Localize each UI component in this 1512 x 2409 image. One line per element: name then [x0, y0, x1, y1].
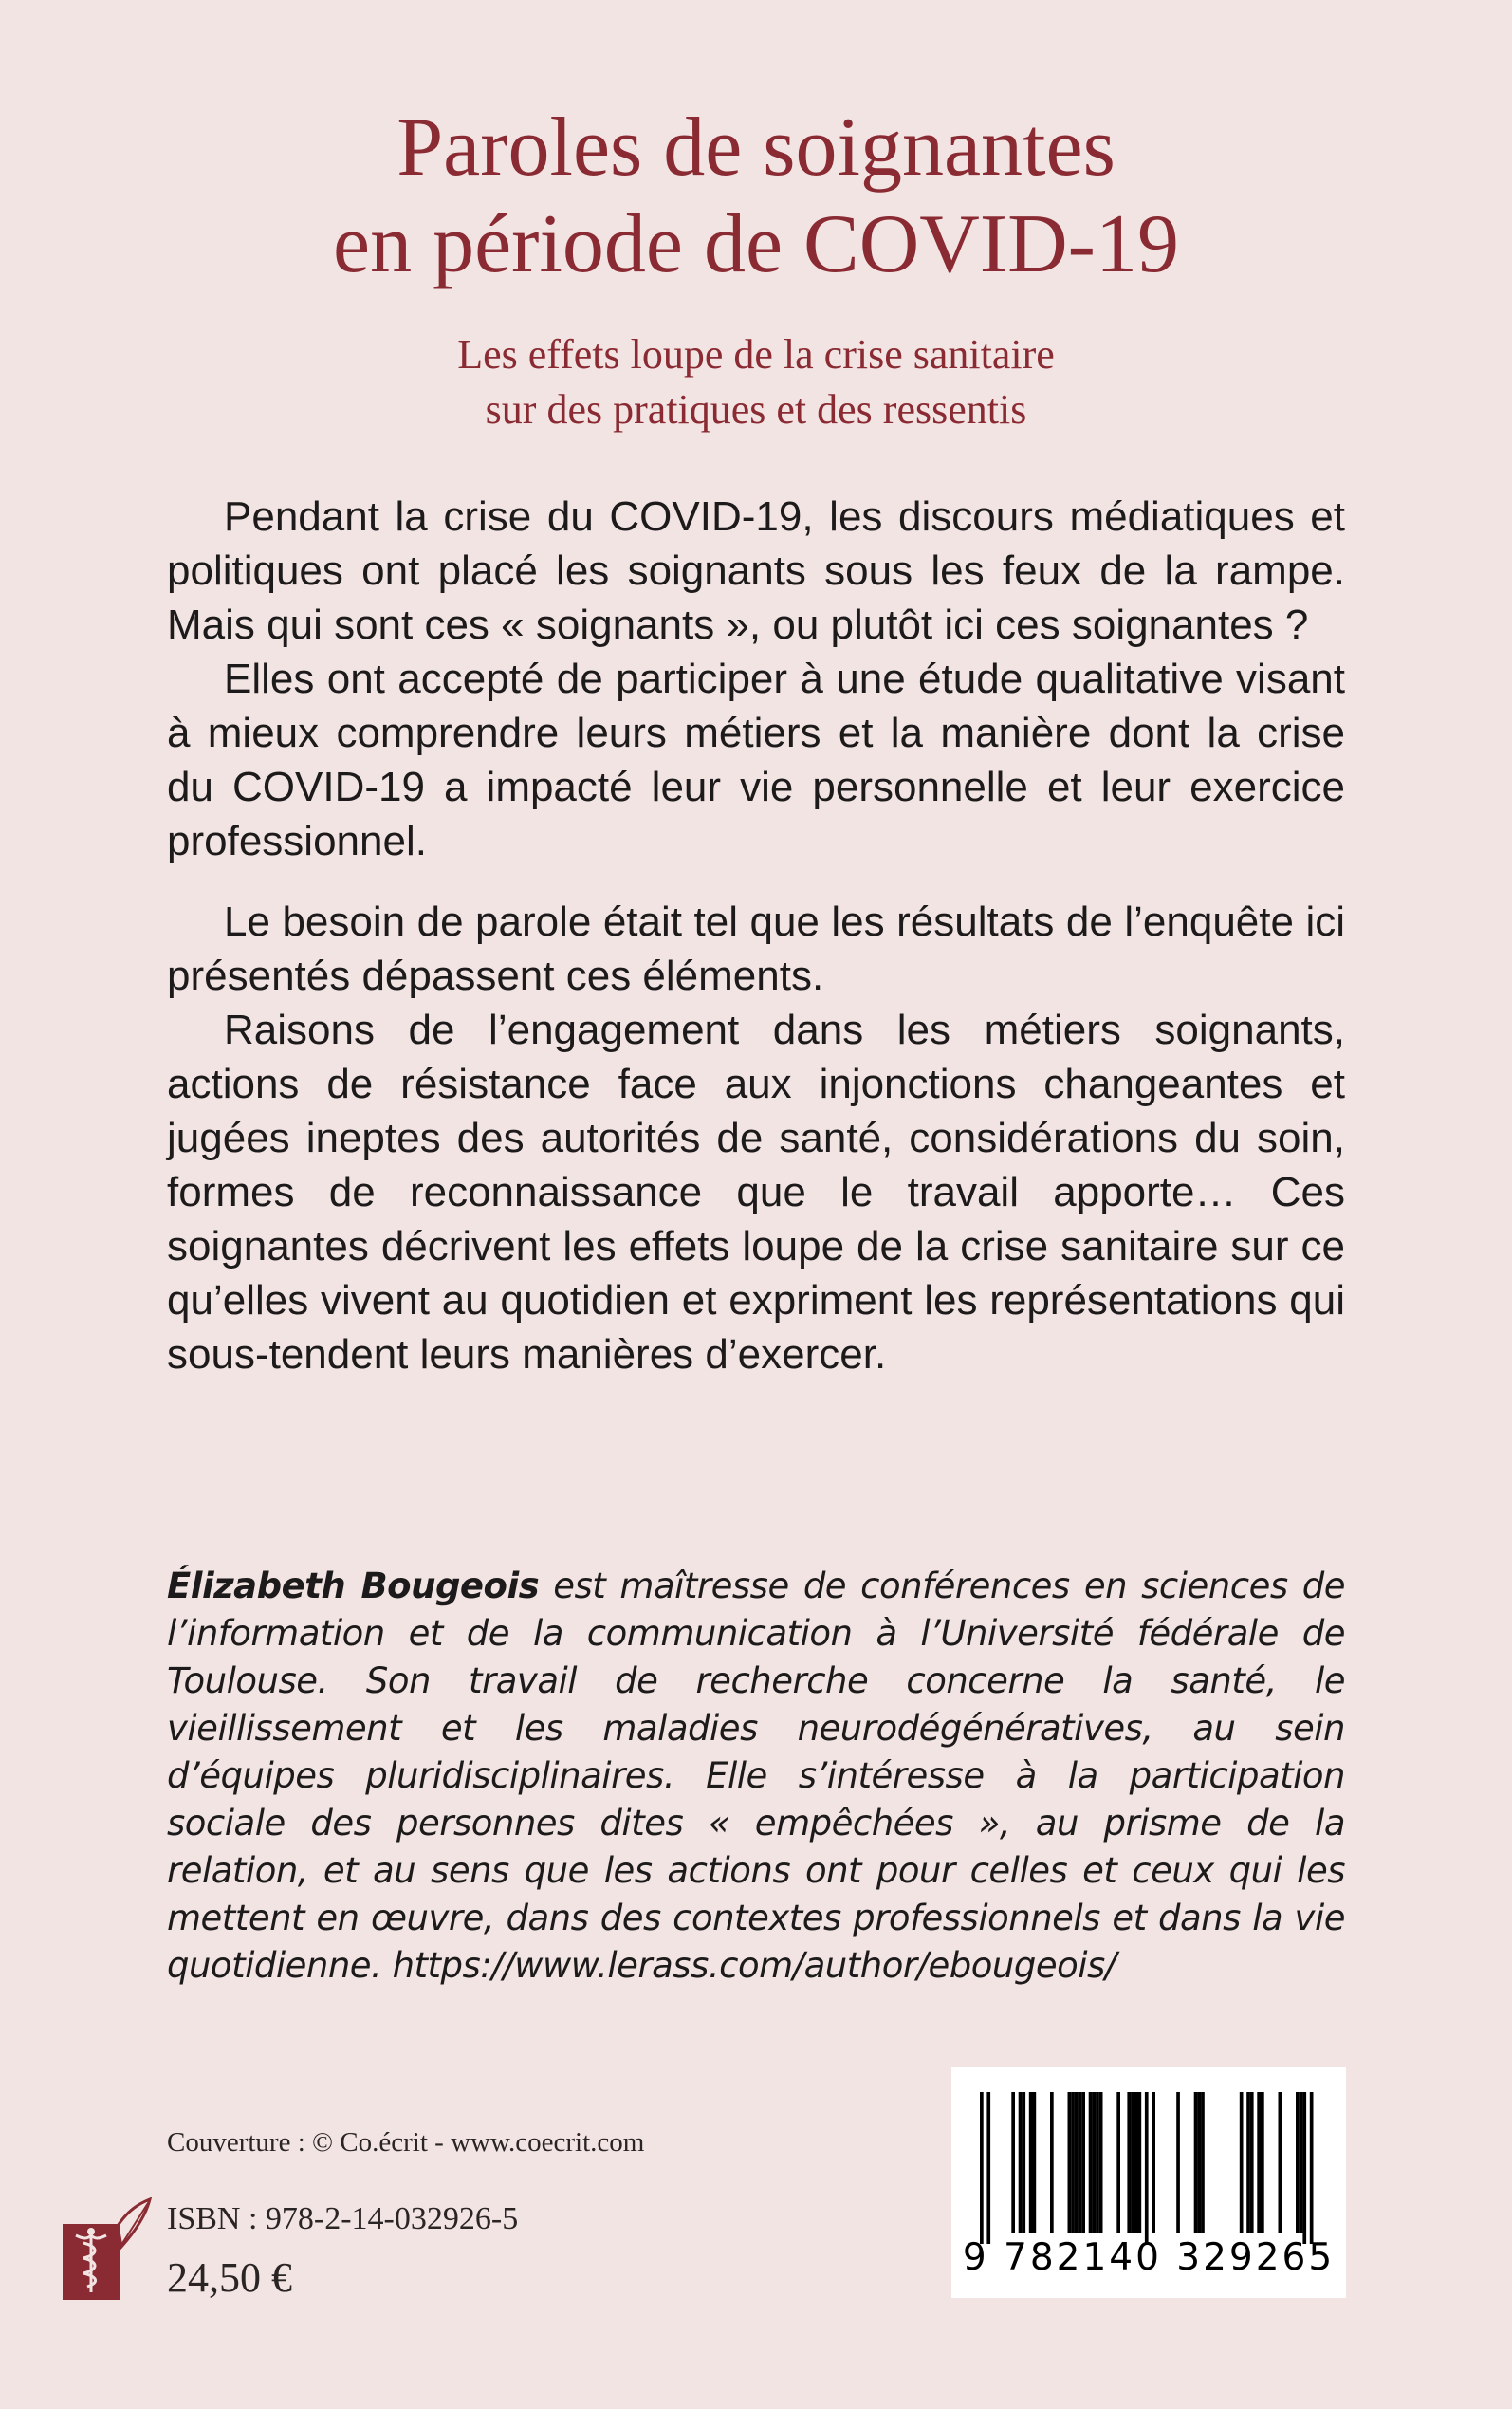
price: 24,50 € — [167, 2254, 292, 2301]
barcode-bar — [1300, 2092, 1303, 2233]
book-subtitle — [0, 327, 1512, 437]
barcode-bar — [1019, 2092, 1023, 2233]
barcode-bar — [1079, 2092, 1082, 2233]
barcode-bar — [1131, 2092, 1134, 2233]
barcode-bar — [1302, 2092, 1306, 2244]
barcode-bar — [986, 2092, 990, 2244]
title-line-2: en période de COVID-19 — [333, 198, 1179, 290]
barcode-bar — [1092, 2092, 1096, 2233]
cover-credit: Couverture : © Co.écrit - www.coecrit.com — [167, 2127, 645, 2158]
barcode-bar — [1134, 2092, 1138, 2233]
barcode-bar — [1246, 2092, 1250, 2233]
subtitle-line-1: Les effets loupe de la crise sanitaire — [457, 331, 1055, 378]
barcode-bar — [1011, 2092, 1015, 2233]
barcode-bar — [1176, 2092, 1180, 2233]
barcode-bar — [1310, 2092, 1314, 2244]
barcode-bar — [1029, 2092, 1033, 2233]
barcode-bar — [1022, 2092, 1025, 2233]
isbn: ISBN : 978-2-14-032926-5 — [167, 2201, 519, 2236]
blurb-paragraph-3: Le besoin de parole était tel que les résultats de l’enquête ici présentés dépassent ces éléments. — [167, 899, 1345, 999]
barcode-bar — [1201, 2092, 1205, 2233]
author-bio — [167, 1563, 1345, 1990]
blurb-paragraph-2: Elles ont accepté de participer à une étude qualitative visant à mieux comprendre leurs métiers et la manière dont la crise du COVID-19 a impacté leur vie personnelle et leur exercice professionnel. — [167, 656, 1345, 864]
barcode-bar — [1257, 2092, 1261, 2233]
barcode-bar — [1089, 2092, 1093, 2233]
barcode-bar — [1071, 2092, 1075, 2233]
barcode-bar — [1050, 2092, 1054, 2233]
barcode-bar — [980, 2092, 984, 2244]
barcode-bar — [1127, 2092, 1131, 2233]
book-title — [0, 100, 1512, 293]
barcode-bar — [1068, 2092, 1072, 2233]
subtitle-line-2: sur des pratiques et des ressentis — [485, 386, 1027, 433]
barcode-bar — [1296, 2092, 1300, 2233]
barcode-bar — [1250, 2092, 1254, 2233]
barcode — [951, 2067, 1346, 2298]
barcode-bar — [1138, 2092, 1142, 2233]
blurb-paragraph-1: Pendant la crise du COVID-19, les discours médiatiques et politiques ont placé les soignants sous les feux de la rampe. Mais qui sont ces « soignants », ou plutôt ici ces soignantes ? — [167, 493, 1345, 648]
barcode-bar — [1240, 2092, 1244, 2233]
barcode-bar — [1152, 2092, 1155, 2233]
barcode-bars — [951, 2067, 1346, 2248]
barcode-bar — [1197, 2092, 1201, 2233]
blurb — [167, 490, 1345, 1381]
barcode-bar — [1116, 2092, 1120, 2233]
barcode-bar — [1081, 2092, 1085, 2233]
barcode-bar — [1099, 2092, 1103, 2233]
barcode-bar — [1194, 2092, 1198, 2233]
barcode-bar — [1279, 2092, 1282, 2233]
title-line-1: Paroles de soignantes — [396, 102, 1116, 194]
barcode-bar — [1096, 2092, 1099, 2233]
barcode-bar — [1261, 2092, 1264, 2233]
author-name: Élizabeth Bougeois — [167, 1566, 540, 1606]
barcode-bar — [1075, 2092, 1079, 2233]
blurb-paragraph-4: Raisons de l’engagement dans les métiers soignants, actions de résistance face aux injonctions changeantes et jugées ineptes des autorités de santé, considérations du soin, formes de reconnaissance que le travail apporte… Ces soignantes décrivent les effets loupe de la crise sanitaire sur ce qu’elles vivent au quotidien et expriment les représentations qui sous-tendent leurs manières d’exercer. — [167, 1007, 1345, 1378]
author-bio-text: est maîtresse de conférences en sciences de l’information et de la communication à l’Université fédérale de Toulouse. Son travail de recherche concerne la santé, le vieillissement et les maladies neurodégénératives, au sein d’équipes pluridisciplinaires. Elle s’intéresse à la participation sociale des personnes dites « empêchées », au prisme de la relation, et au sens que les actions ont pour celles et ceux qui les mettent en œuvre, dans des contextes professionnels et dans la vie quotidienne. https://www.lerass.com/author/ebougeois/ — [167, 1566, 1345, 1986]
caduceus-feather-logo-icon — [63, 2197, 154, 2302]
barcode-bar — [1033, 2092, 1037, 2233]
barcode-digits: 9 782140 329265 — [962, 2236, 1336, 2279]
barcode-bar — [1145, 2092, 1149, 2244]
